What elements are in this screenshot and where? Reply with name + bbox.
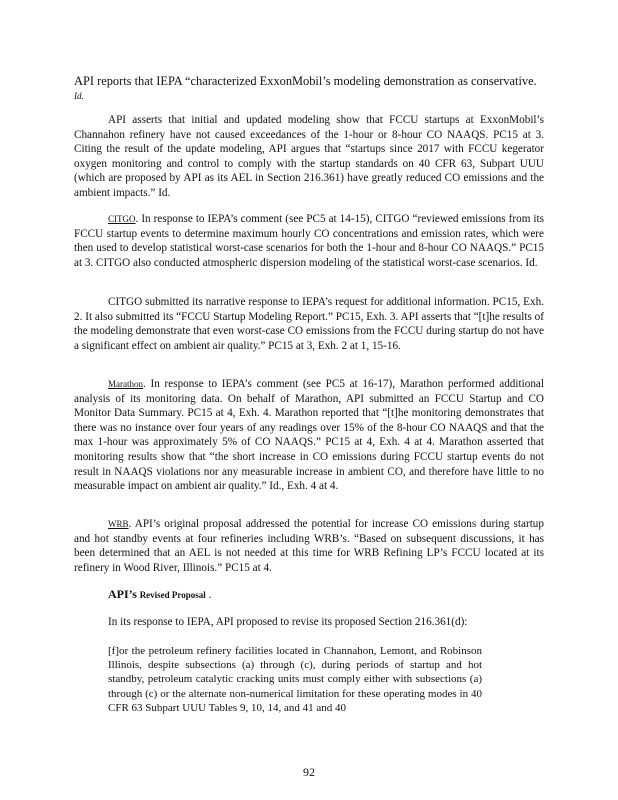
section-label-citgo: CITGO: [108, 214, 136, 224]
paragraph-exxonmobil-modeling: [74, 113, 544, 201]
paragraph-exxonmobil-conservative: [74, 74, 544, 103]
citation-id: Id.: [74, 90, 84, 101]
paragraph-text: API reports that IEPA “characterized ExxonMobil’s modeling demonstration as conservative.: [74, 74, 537, 88]
paragraph-text: CITGO submitted its narrative response to IEPA’s request for additional information. PC15, Exh. 2. It also submitted its “FCCU Startup Modeling Report.” PC15, Exh. 3. API asserts that “[t]he results of the modeling demonstrate that even worst-case CO emissions from the FCCU during startup do not have a significant effect on ambient air quality.” PC15 at 3, Exh. 2 at 1, 15-16.: [74, 296, 544, 352]
paragraph-text: API asserts that initial and updated modeling show that FCCU startups at ExxonMobil’s Channahon refinery have not caused exceedances of the 1-hour or 8-hour CO NAAQS. PC15 at 3. Citing the result of the update modeling, API argues that “startups since 2017 with FCCU kegerator oxygen monitoring and control to comply with the startup standards on 40 CFR 63, Subpart UUU (which are proposed by API as its AEL in Section 216.361) have greatly reduced CO emissions and the ambient impacts.” Id.: [74, 114, 544, 199]
section-heading-revised-proposal: [108, 587, 508, 603]
paragraph-text: . In response to IEPA’s comment (see PC5 at 16-17), Marathon performed additional analysis of its monitoring data. On behalf of Marathon, API submitted an FCCU Startup and CO Monitor Data Summary. PC15 at 4, Exh. 4. Marathon reported that “[t]he monitoring demonstrates that there was no instance over four years of any readings over 15% of the 8-hour CO NAAQS and that the max 1-hour was approximately 5% of CO NAAQS.” PC15 at 4, Exh. 4 at 4. Marathon asserted that monitoring results show that “the short increase in CO emissions during FCCU startup events do not result in NAAQS violations nor any measurable increase in ambient CO, and therefore have little to no measurable impact on ambient air quality.” Id., Exh. 4 at 4.: [74, 378, 544, 493]
heading-main: API’s: [108, 587, 137, 601]
quote-text: [f]or the petroleum refinery facilities located in Channahon, Lemont, and Robinson Illinois, despite subsections (a) through (c), during periods of startup and hot standby, petroleum catalytic cracking units must comply either with subsections (a) through (c) or the alternate non-numerical limitation for these operating modes in 40 CFR 63 Subpart UUU Tables 9, 10, 14, and 41 and 40: [108, 645, 482, 714]
block-quote: [108, 644, 482, 715]
section-label-marathon: Marathon: [108, 379, 143, 389]
heading-sub: Revised Proposal: [139, 590, 206, 600]
paragraph-citgo: [74, 212, 544, 270]
section-label-wrb: WRB: [108, 519, 129, 529]
paragraph-wrb: [74, 517, 544, 575]
paragraph-text: In its response to IEPA, API proposed to revise its proposed Section 216.361(d):: [108, 616, 468, 628]
paragraph-citgo-narrative: [74, 295, 544, 353]
paragraph-marathon: [74, 377, 544, 494]
page-number: 92: [303, 765, 315, 779]
paragraph-text: . API’s original proposal addressed the potential for increase CO emissions during startup and hot standby events at four refineries including WRB’s. “Based on subsequent discussions, it has been determined that an AEL is not needed at this time for WRB Refining LP’s FCCU located at its refinery in Wood River, Illinois.” PC15 at 4.: [74, 518, 544, 574]
paragraph-text: . In response to IEPA’s comment (see PC5 at 14-15), CITGO “reviewed emissions from its FCCU startup events to determine maximum hourly CO concentrations and emission rates, which were then used to develop statistical worst-case scenarios for both the 1-hour and 8-hour CO NAAQS.” PC15 at 3. CITGO also conducted atmospheric dispersion modeling of the statistical worst-case scenarios. Id.: [74, 213, 544, 269]
heading-end: .: [208, 589, 212, 601]
paragraph-api-response: [74, 615, 544, 630]
